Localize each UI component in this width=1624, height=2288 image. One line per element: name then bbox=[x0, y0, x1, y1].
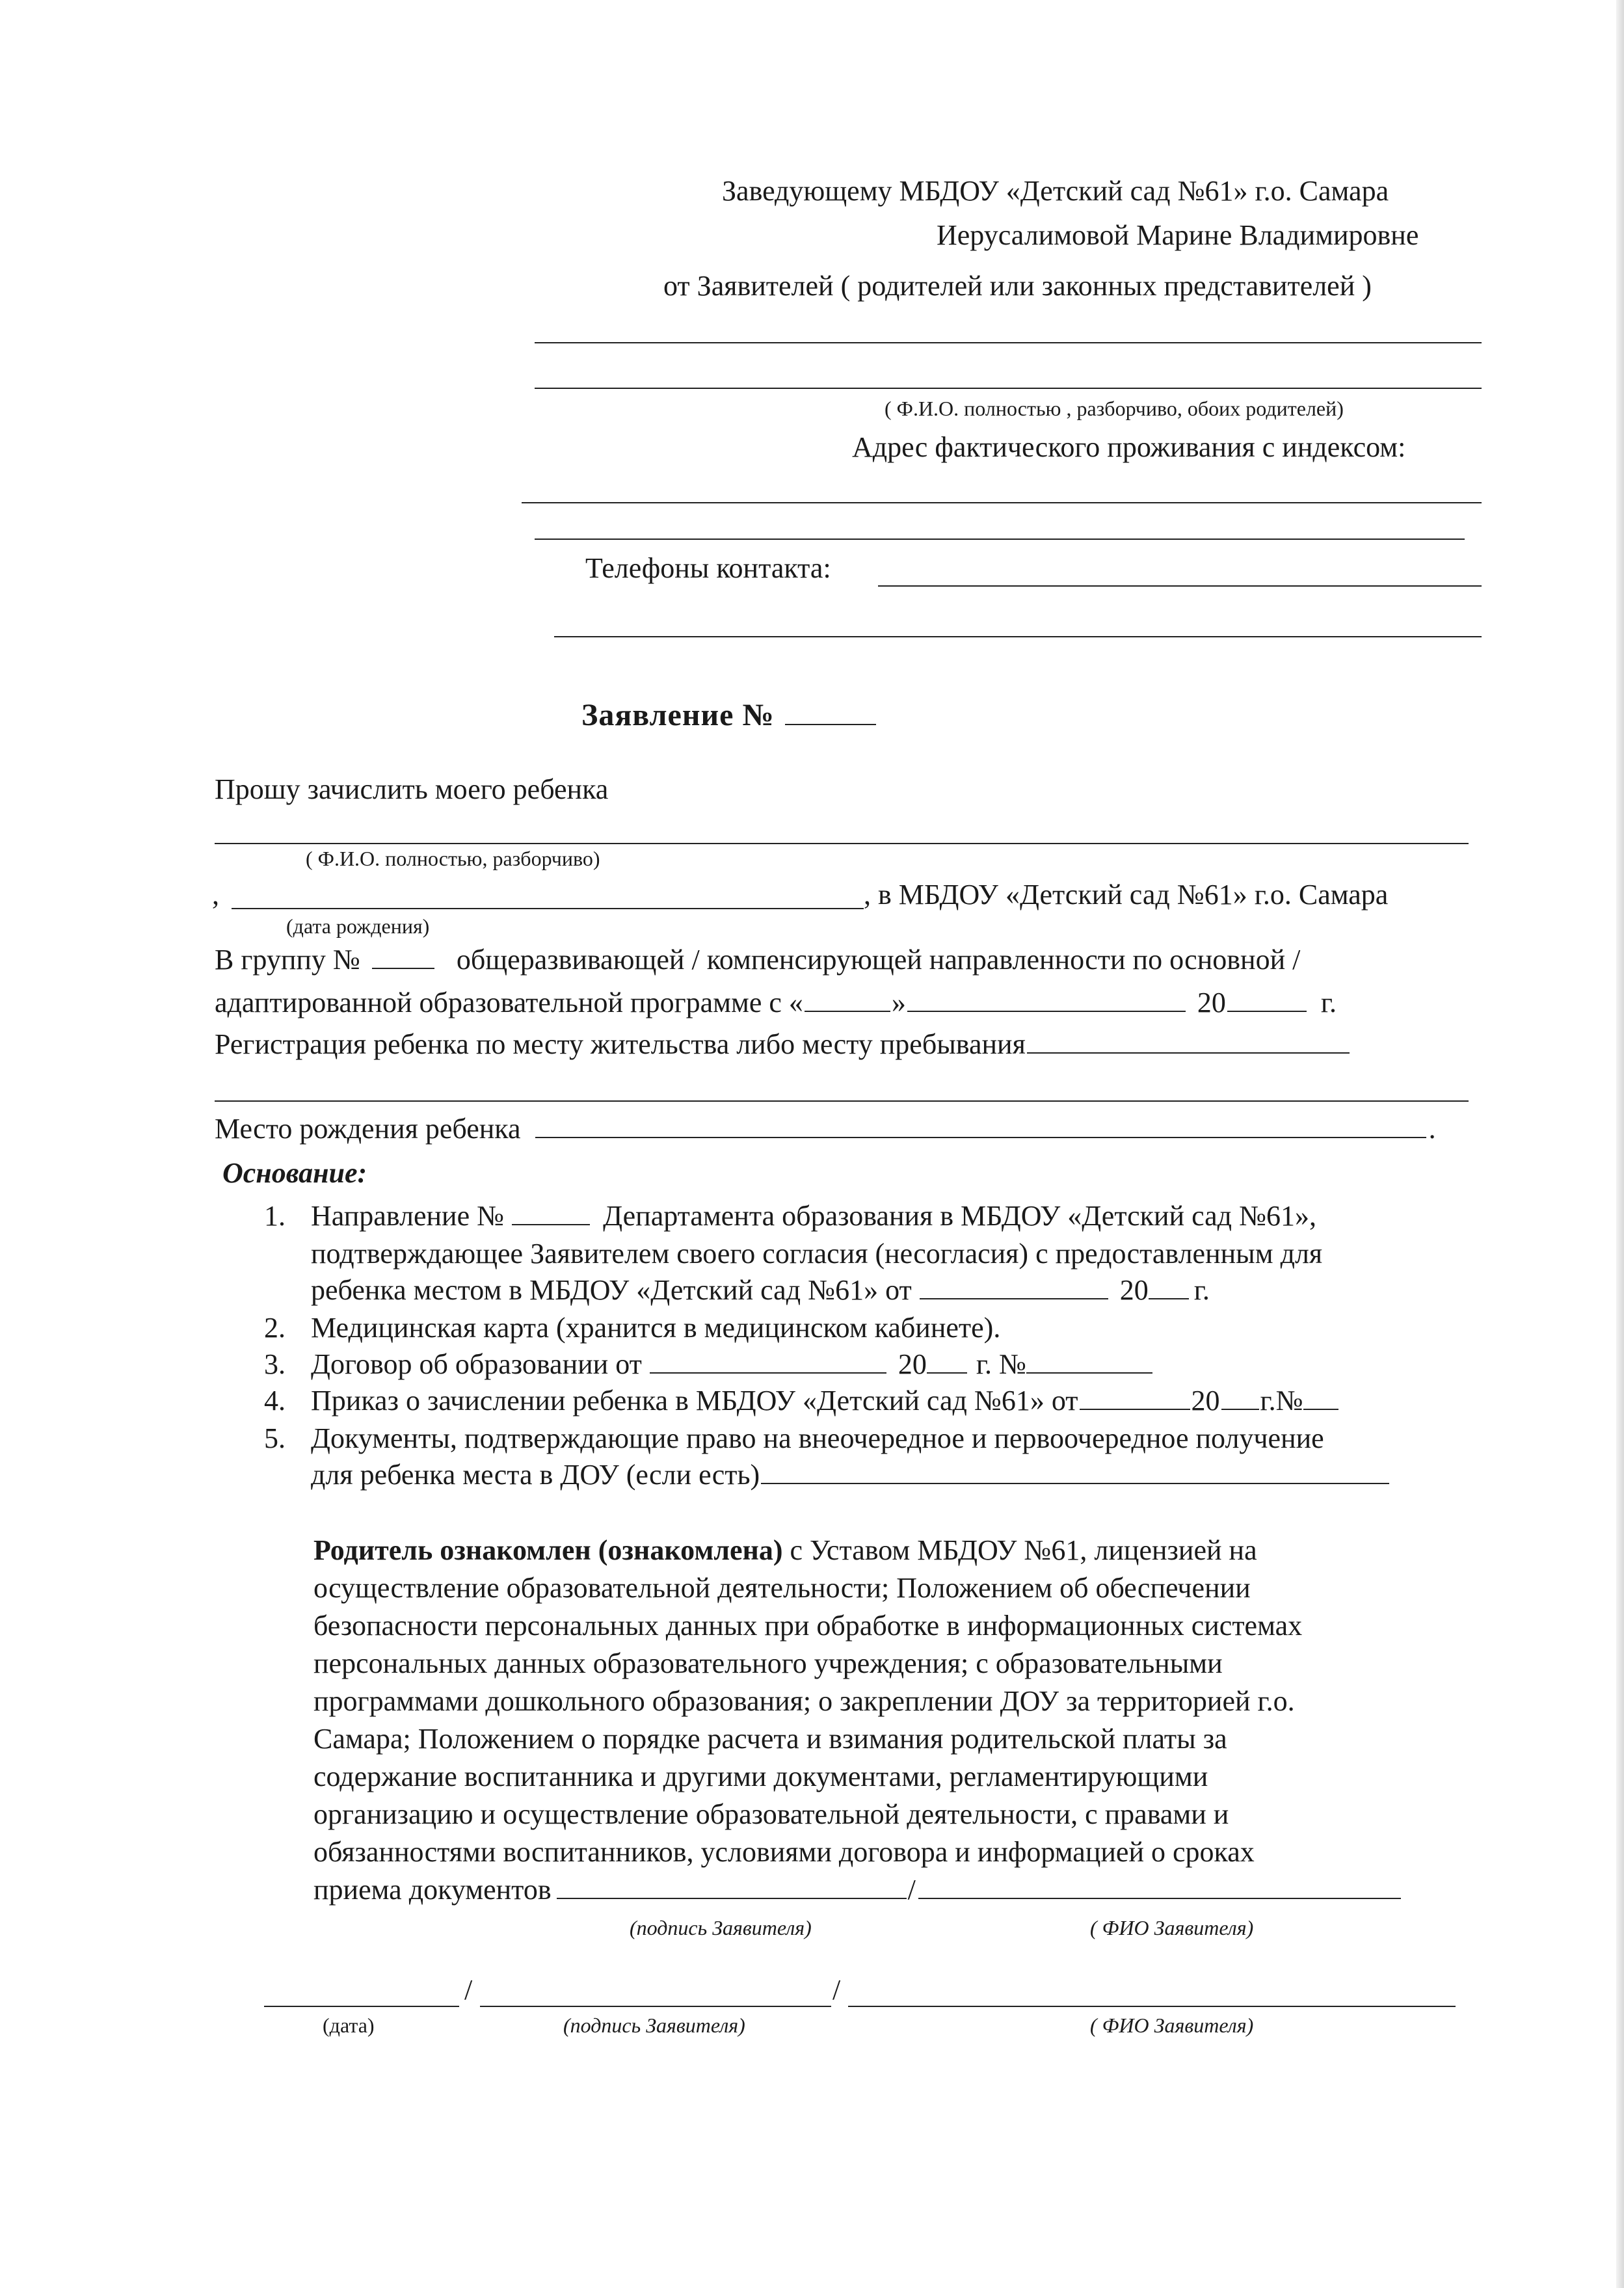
basis-heading: Основание: bbox=[222, 1157, 367, 1189]
basis-item-5-line2 bbox=[311, 1457, 1389, 1493]
ack-line-9: обязанностями воспитанников, условиями договора и информацией о сроках bbox=[313, 1836, 1255, 1868]
ack-signature-field[interactable] bbox=[557, 1872, 907, 1899]
basis-item-5-num: 5. bbox=[264, 1422, 286, 1454]
ack-signature-caption: (подпись Заявителя) bbox=[630, 1916, 812, 1939]
start-day-field[interactable] bbox=[805, 985, 890, 1012]
address-label: Адрес фактического проживания с индексом: bbox=[852, 431, 1406, 463]
ack-line-6: Самара; Положением о порядке расчета и взимания родительской платы за bbox=[313, 1723, 1227, 1755]
address-field-1[interactable] bbox=[522, 502, 1482, 503]
footer-date-caption: (дата) bbox=[323, 2014, 375, 2037]
ack-slash: / bbox=[907, 1874, 916, 1906]
footer-slash-2: / bbox=[832, 1974, 841, 2006]
director-name: Иерусалимовой Марине Владимировне bbox=[937, 219, 1419, 251]
registration-line bbox=[215, 1026, 1350, 1063]
basis-item-1-line1 bbox=[311, 1198, 1316, 1234]
phones-label: Телефоны контакта: bbox=[585, 552, 831, 584]
footer-date-field[interactable] bbox=[264, 2006, 459, 2007]
ack-line-2: осуществление образовательной деятельности; Положением об обеспечении bbox=[313, 1572, 1251, 1604]
contract-text: Договор об образовании от bbox=[311, 1348, 642, 1380]
registration-field-2[interactable] bbox=[215, 1100, 1469, 1102]
registration-field[interactable] bbox=[1027, 1026, 1350, 1054]
birthplace-text: Место рождения ребенка bbox=[215, 1113, 521, 1145]
program-text: адаптированной образовательной программе с « bbox=[215, 987, 803, 1018]
ack-line-4: персональных данных образовательного учреждения; с образовательными bbox=[313, 1647, 1223, 1679]
group-label bbox=[215, 942, 1300, 978]
program-line bbox=[215, 985, 1337, 1021]
order-number-field[interactable] bbox=[1303, 1383, 1338, 1410]
ack-line-10 bbox=[313, 1872, 1401, 1908]
order-number-label: г.№ bbox=[1260, 1385, 1303, 1417]
department-text: Департамента образования в МБДОУ «Детский сад №61», bbox=[603, 1200, 1317, 1232]
parents-caption: ( Ф.И.О. полностью , разборчиво, обоих родителей) bbox=[885, 397, 1344, 420]
start-year-field[interactable] bbox=[1227, 985, 1307, 1012]
document-title bbox=[581, 696, 879, 735]
priority-docs-field[interactable] bbox=[761, 1457, 1389, 1484]
basis-item-1-line3 bbox=[311, 1272, 1210, 1309]
ack-fio-caption: ( ФИО Заявителя) bbox=[1090, 1916, 1254, 1939]
order-year-field[interactable] bbox=[1221, 1383, 1259, 1410]
start-month-field[interactable] bbox=[907, 985, 1186, 1012]
basis-item-1-num: 1. bbox=[264, 1200, 286, 1232]
direction-date-field[interactable] bbox=[920, 1272, 1108, 1299]
contract-number-field[interactable] bbox=[1026, 1346, 1152, 1374]
footer-signature-field[interactable] bbox=[480, 2006, 831, 2007]
group-number-label: В группу № bbox=[215, 944, 360, 976]
address-field-2[interactable] bbox=[535, 539, 1465, 540]
direction-year-suffix: г. bbox=[1193, 1274, 1210, 1306]
ack-line-7: содержание воспитанника и другими документами, регламентирующими bbox=[313, 1761, 1208, 1792]
year-suffix: г. bbox=[1320, 987, 1337, 1018]
ack-fio-field[interactable] bbox=[918, 1872, 1401, 1899]
addressee-line: Заведующему МБДОУ «Детский сад №61» г.о. Самара bbox=[722, 175, 1389, 207]
ack-line-5: программами дошкольного образования; о закреплении ДОУ за территорией г.о. bbox=[313, 1685, 1295, 1717]
phone-field-1[interactable] bbox=[878, 585, 1482, 587]
contract-date-field[interactable] bbox=[650, 1346, 886, 1374]
ack-line-8: организацию и осуществление образовательной деятельности, с правами и bbox=[313, 1798, 1229, 1830]
direction-year-prefix: 20 bbox=[1119, 1274, 1149, 1306]
comma: , bbox=[212, 879, 219, 911]
direction-number-field[interactable] bbox=[512, 1198, 590, 1225]
contract-year-field[interactable] bbox=[927, 1346, 967, 1374]
basis-item-4-num: 4. bbox=[264, 1385, 286, 1417]
birthplace-end: . bbox=[1428, 1113, 1436, 1145]
contract-year-prefix: 20 bbox=[898, 1348, 927, 1380]
basis-item-4-line bbox=[311, 1383, 1338, 1419]
direction-year-field[interactable] bbox=[1149, 1272, 1189, 1299]
quote-close: » bbox=[891, 987, 906, 1018]
registration-text: Регистрация ребенка по месту жительства либо месту пребывания bbox=[215, 1028, 1026, 1060]
group-number-field[interactable] bbox=[372, 942, 434, 969]
ack-line-1 bbox=[313, 1532, 1257, 1569]
ack-bold-lead: Родитель ознакомлен (ознакомлена) bbox=[313, 1534, 783, 1566]
ack-line-10-text: приема документов bbox=[313, 1874, 552, 1906]
ack-line-1-text: с Уставом МБДОУ №61, лицензией на bbox=[782, 1534, 1257, 1566]
parent-name-field-2[interactable] bbox=[535, 388, 1482, 389]
footer-fio-caption: ( ФИО Заявителя) bbox=[1090, 2014, 1254, 2037]
title-text: Заявление № bbox=[581, 698, 775, 732]
application-number-field[interactable] bbox=[785, 698, 876, 725]
basis-item-1-line2: подтверждающее Заявителем своего согласия (несогласия) с предоставленным для bbox=[311, 1238, 1323, 1270]
basis-item-2-num: 2. bbox=[264, 1312, 286, 1344]
priority-docs-text: для ребенка места в ДОУ (если есть) bbox=[311, 1459, 760, 1491]
footer-fio-field[interactable] bbox=[848, 2006, 1456, 2007]
birth-date-caption: (дата рождения) bbox=[286, 914, 430, 938]
order-text: Приказ о зачислении ребенка в МБДОУ «Детский сад №61» от bbox=[311, 1385, 1078, 1417]
footer-signature-caption: (подпись Заявителя) bbox=[563, 2014, 745, 2037]
direction-label: Направление № bbox=[311, 1200, 505, 1232]
year-prefix: 20 bbox=[1197, 987, 1226, 1018]
basis-item-5-line1: Документы, подтверждающие право на внеочередное и первоочередное получение bbox=[311, 1422, 1324, 1454]
ack-line-3: безопасности персональных данных при обработке в информационных системах bbox=[313, 1610, 1303, 1642]
contract-number-label: г. № bbox=[976, 1348, 1026, 1380]
birthplace-field[interactable] bbox=[535, 1111, 1426, 1138]
order-year-prefix: 20 bbox=[1191, 1385, 1220, 1417]
order-date-field[interactable] bbox=[1080, 1383, 1190, 1410]
basis-item-3-num: 3. bbox=[264, 1348, 286, 1380]
group-orientation-text: общеразвивающей / компенсирующей направленности по основной / bbox=[456, 944, 1301, 976]
place-text: ребенка местом в МБДОУ «Детский сад №61» от bbox=[311, 1274, 912, 1306]
birthplace-line bbox=[215, 1111, 1436, 1147]
child-name-caption: ( Ф.И.О. полностью, разборчиво) bbox=[306, 847, 600, 870]
basis-item-3-line bbox=[311, 1346, 1152, 1383]
parent-name-field-1[interactable] bbox=[535, 342, 1482, 343]
child-name-field[interactable] bbox=[215, 843, 1469, 844]
kindergarten-name: , в МБДОУ «Детский сад №61» г.о. Самара bbox=[864, 879, 1389, 911]
footer-slash-1: / bbox=[464, 1974, 473, 2006]
from-applicants: от Заявителей ( родителей или законных представителей ) bbox=[663, 270, 1372, 302]
phone-field-2[interactable] bbox=[554, 636, 1482, 637]
scan-edge-shadow bbox=[1616, 0, 1624, 2288]
basis-item-2-text: Медицинская карта (хранится в медицинском кабинете). bbox=[311, 1312, 1001, 1344]
request-text: Прошу зачислить моего ребенка bbox=[215, 773, 609, 805]
birth-date-field[interactable] bbox=[232, 908, 864, 909]
